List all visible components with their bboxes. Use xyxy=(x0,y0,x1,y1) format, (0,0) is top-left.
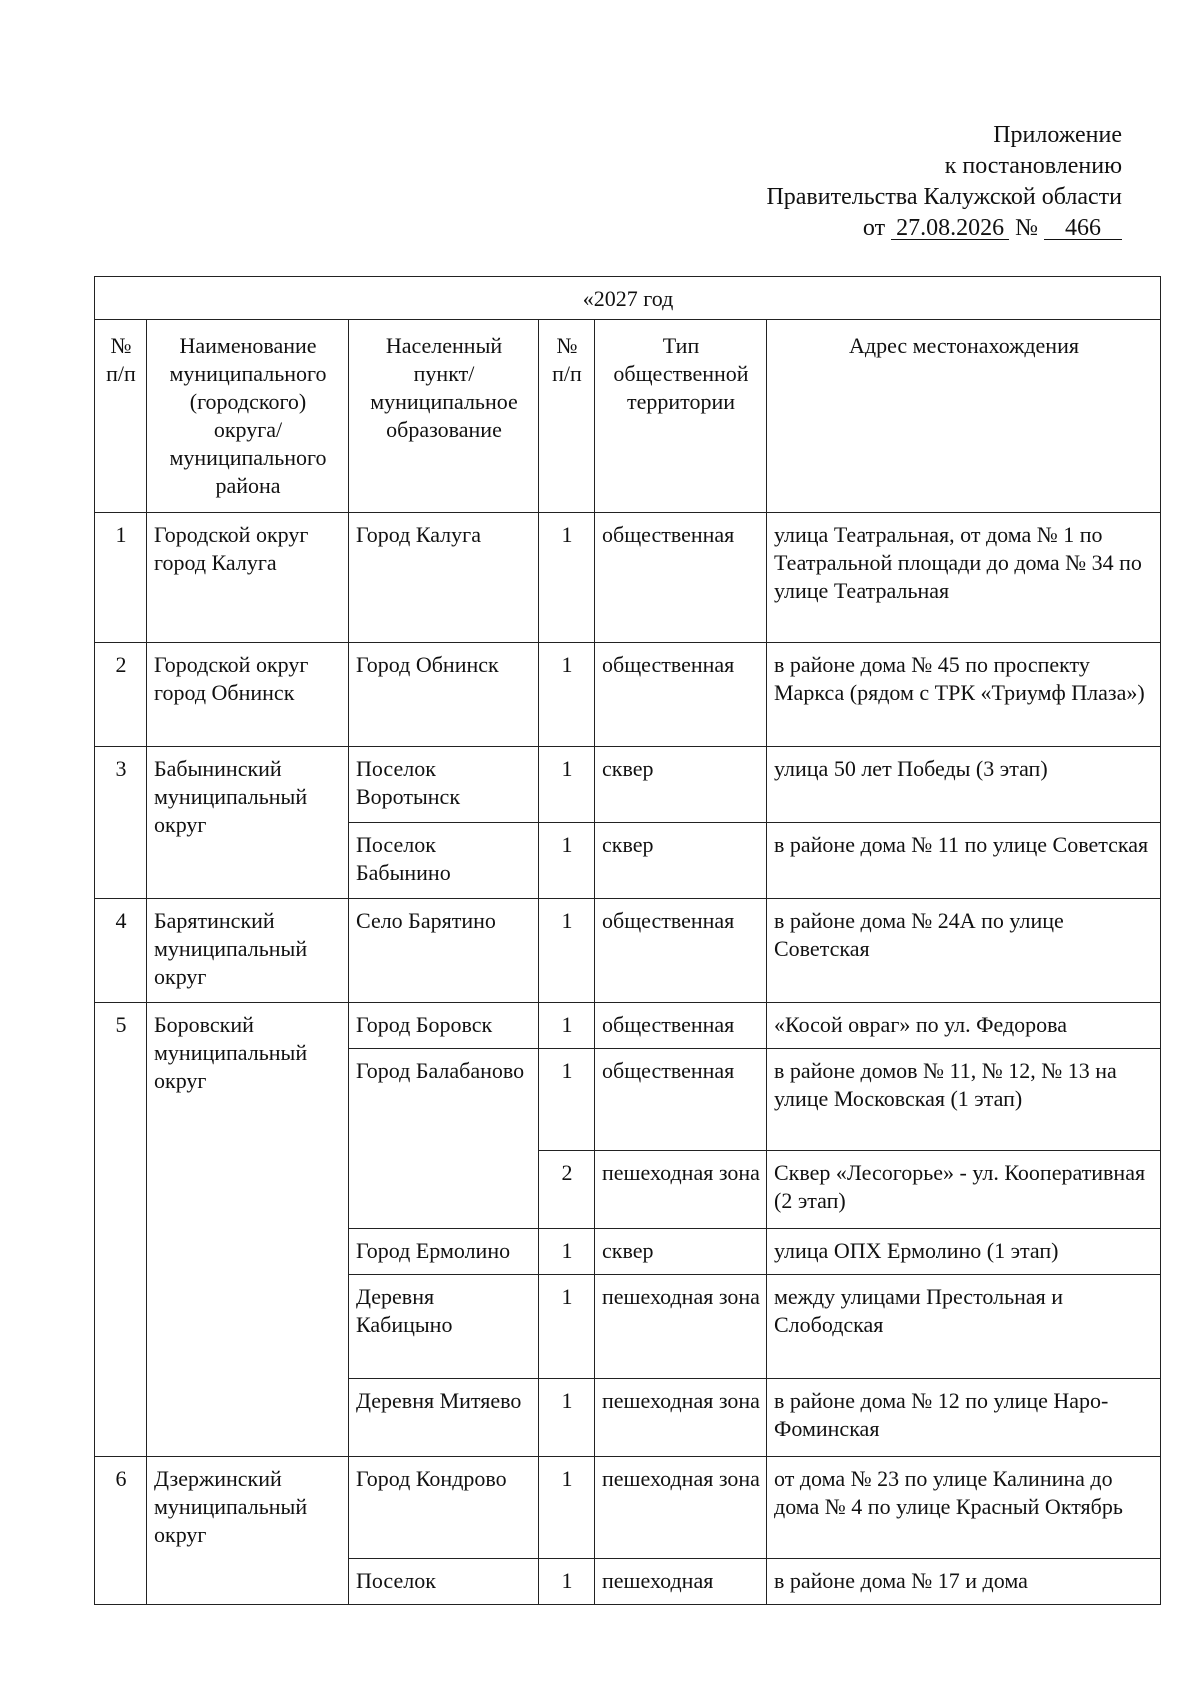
settlement-cell: Город Ермолино xyxy=(349,1229,539,1275)
table-row xyxy=(95,513,1161,643)
header-line-appendix: Приложение xyxy=(993,122,1122,148)
address-cell: в районе домов № 11, № 12, № 13 на улице Московская (1 этап) xyxy=(767,1049,1161,1151)
subnumber-cell: 1 xyxy=(539,513,595,643)
territories-table xyxy=(94,276,1161,1605)
column-header-subnumber: № п/п xyxy=(539,320,595,513)
year-row xyxy=(95,277,1161,320)
row-number: 5 xyxy=(95,1003,147,1457)
number-label: № xyxy=(1015,215,1038,241)
address-cell: между улицами Престольная и Слободская xyxy=(767,1275,1161,1379)
settlement-cell: Село Барятино xyxy=(349,899,539,1003)
subnumber-cell: 1 xyxy=(539,747,595,823)
column-header-district: Наименование муниципального (городского) округа/ муниципального района xyxy=(147,320,349,513)
subnumber-cell: 2 xyxy=(539,1151,595,1229)
row-number: 2 xyxy=(95,643,147,747)
column-header-type: Тип общественной территории xyxy=(595,320,767,513)
address-cell: от дома № 23 по улице Калинина до дома № 4 по улице Красный Октябрь xyxy=(767,1457,1161,1559)
settlement-cell: Город Калуга xyxy=(349,513,539,643)
settlement-cell: Поселок Бабынино xyxy=(349,823,539,899)
type-cell: сквер xyxy=(595,1229,767,1275)
header-line-resolution: к постановлению xyxy=(944,153,1122,179)
settlement-cell: Поселок xyxy=(349,1559,539,1605)
resolution-number: 466 xyxy=(1044,217,1122,240)
column-header-settlement: Населенный пункт/ муниципальное образование xyxy=(349,320,539,513)
subnumber-cell: 1 xyxy=(539,1559,595,1605)
header-line-government: Правительства Калужской области xyxy=(766,184,1122,210)
type-cell: общественная xyxy=(595,1003,767,1049)
settlement-cell: Город Боровск xyxy=(349,1003,539,1049)
address-cell: в районе дома № 24А по улице Советская xyxy=(767,899,1161,1003)
column-header-number: № п/п xyxy=(95,320,147,513)
type-cell: общественная xyxy=(595,899,767,1003)
address-cell: в районе дома № 17 и дома xyxy=(767,1559,1161,1605)
type-cell: пешеходная зона xyxy=(595,1379,767,1457)
district-cell: Городской округ город Обнинск xyxy=(147,643,349,747)
type-cell: общественная xyxy=(595,1049,767,1151)
table-row xyxy=(95,747,1161,823)
address-cell: улица 50 лет Победы (3 этап) xyxy=(767,747,1161,823)
subnumber-cell: 1 xyxy=(539,1275,595,1379)
table-row xyxy=(95,1003,1161,1049)
document-header xyxy=(766,120,1122,244)
type-cell: сквер xyxy=(595,823,767,899)
subnumber-cell: 1 xyxy=(539,1229,595,1275)
resolution-date: 27.08.2026 xyxy=(891,217,1009,240)
settlement-cell: Деревня Митяево xyxy=(349,1379,539,1457)
row-number: 3 xyxy=(95,747,147,899)
subnumber-cell: 1 xyxy=(539,643,595,747)
type-cell: пешеходная xyxy=(595,1559,767,1605)
address-cell: в районе дома № 45 по проспекту Маркса (рядом с ТРК «Триумф Плаза») xyxy=(767,643,1161,747)
date-prefix: от xyxy=(862,215,886,241)
district-cell: Дзержинский муниципальный округ xyxy=(147,1457,349,1605)
settlement-cell: Поселок Воротынск xyxy=(349,747,539,823)
table-row xyxy=(95,643,1161,747)
district-cell: Городской округ город Калуга xyxy=(147,513,349,643)
row-number: 4 xyxy=(95,899,147,1003)
row-number: 1 xyxy=(95,513,147,643)
address-cell: в районе дома № 11 по улице Советская xyxy=(767,823,1161,899)
settlement-cell: Город Балабаново xyxy=(349,1049,539,1229)
settlement-cell: Город Кондрово xyxy=(349,1457,539,1559)
table-row xyxy=(95,899,1161,1003)
subnumber-cell: 1 xyxy=(539,823,595,899)
type-cell: общественная xyxy=(595,513,767,643)
subnumber-cell: 1 xyxy=(539,1049,595,1151)
header-line-date-number xyxy=(766,213,1122,244)
type-cell: пешеходная зона xyxy=(595,1457,767,1559)
type-cell: общественная xyxy=(595,643,767,747)
settlement-cell: Город Обнинск xyxy=(349,643,539,747)
address-cell: улица ОПХ Ермолино (1 этап) xyxy=(767,1229,1161,1275)
district-cell: Бабынинский муниципальный округ xyxy=(147,747,349,899)
type-cell: пешеходная зона xyxy=(595,1151,767,1229)
table-row xyxy=(95,1457,1161,1559)
column-header-address: Адрес местонахождения xyxy=(767,320,1161,513)
district-cell: Боровский муниципальный округ xyxy=(147,1003,349,1457)
type-cell: сквер xyxy=(595,747,767,823)
type-cell: пешеходная зона xyxy=(595,1275,767,1379)
subnumber-cell: 1 xyxy=(539,899,595,1003)
row-number: 6 xyxy=(95,1457,147,1605)
column-header-row xyxy=(95,320,1161,513)
address-cell: в районе дома № 12 по улице Наро-Фоминская xyxy=(767,1379,1161,1457)
year-title: «2027 год xyxy=(95,277,1161,320)
address-cell: Сквер «Лесогорье» - ул. Кооперативная (2 этап) xyxy=(767,1151,1161,1229)
address-cell: «Косой овраг» по ул. Федорова xyxy=(767,1003,1161,1049)
subnumber-cell: 1 xyxy=(539,1379,595,1457)
subnumber-cell: 1 xyxy=(539,1003,595,1049)
subnumber-cell: 1 xyxy=(539,1457,595,1559)
settlement-cell: Деревня Кабицыно xyxy=(349,1275,539,1379)
district-cell: Барятинский муниципальный округ xyxy=(147,899,349,1003)
address-cell: улица Театральная, от дома № 1 по Театральной площади до дома № 34 по улице Театральная xyxy=(767,513,1161,643)
